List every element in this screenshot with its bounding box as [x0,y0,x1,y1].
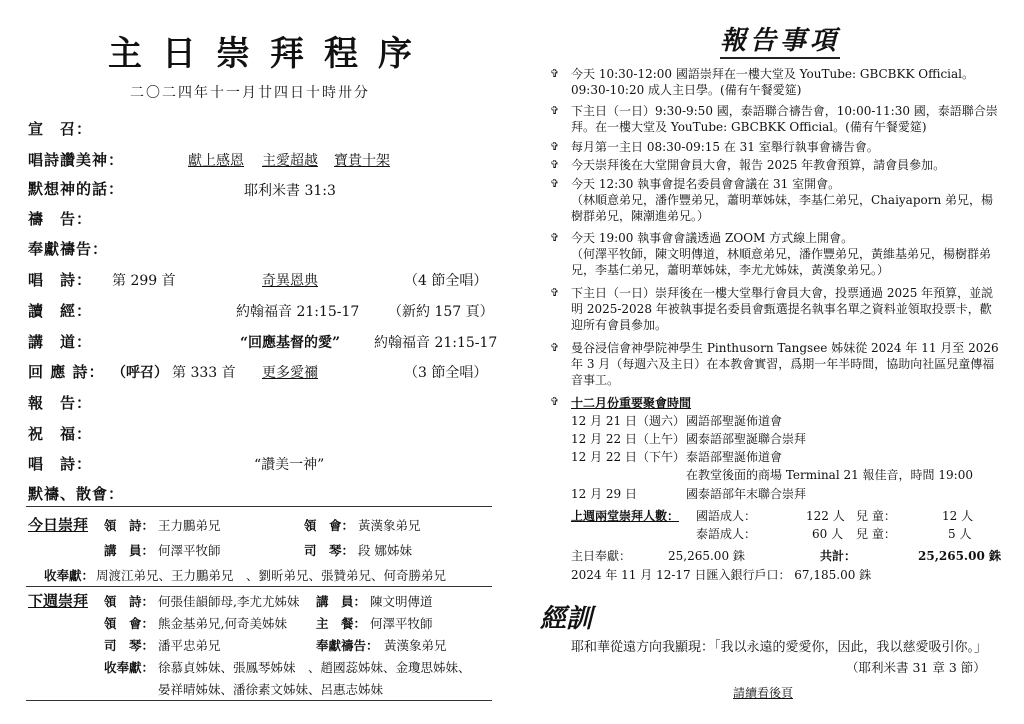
next-collect-label: 收奉獻： [104,660,155,675]
announcement-item: 今天 10:30-12:00 國語崇拜在一樓大堂及 YouTube: GBCBKK Official。 09:30-10:20 成人主日學。(備有午餐愛筵) [571,67,974,97]
reading-ref: 約翰福音 21:15-17 [236,304,360,320]
attendance-adult-2-count: 60 人 [812,527,844,541]
hymns-label: 唱詩讚美神： [28,151,125,169]
hymn2-label: 唱 詩： [28,455,93,473]
announcement-item: 今天 19:00 執事會會議透過 ZOOM 方式線上開會。 （何澤平牧師，陳文明傳道，林順意弟兄，潘作豐弟兄，黃維基弟兄，楊樹群弟兄，李基仁弟兄，蕭明華姊妹，李尤尤姊妹，黃漢象弟兄。） [571,231,992,277]
dec-event-2: 國泰語部聖誕聯合崇拜 [686,432,807,446]
hymn1-title: 奇異恩典 [262,273,318,289]
next-supper-value: 何澤平牧師 [370,616,433,631]
page-title: 主日崇拜程序 [108,34,432,74]
hymn1-note: （4 節全唱） [404,273,488,289]
memory-verse: 耶和華從遠方向我顯現：「我以永遠的愛愛你，因此，我以慈愛吸引你。」 [571,640,988,655]
dec-date-5: 12 月 29 日 [571,487,637,501]
announcement-item: 下主日（一日）崇拜後在一樓大堂舉行會員大會，投票通過 2025 年預算，並説明 2025-2028 年被執事提名委員會甄選提名執事名單之資料並領取投票卡，歡迎所有會員參加。 [571,286,994,332]
offering-total-label: 共計： [820,549,857,563]
offering-total: 25,265.00 銖 [918,549,1001,563]
attendance-adult-1-count: 122 人 [806,509,845,523]
attendance-label: 上週兩堂崇拜人數： [571,509,680,523]
meditation-ref: 耶利米書 31:3 [244,183,336,199]
next-supper-label: 主 餐： [316,616,367,631]
response-label: 回 應 詩： [28,363,105,381]
hymn1-label: 唱 詩： [28,271,93,289]
next-leader-value: 何張佳韻師母,李尤尤姊妹 [158,594,300,609]
cross-icon: ✞ [550,140,560,153]
next-offprayer-label: 奉獻禱告： [316,638,379,653]
announcement-item: 每月第一主日 08:30-09:15 在 31 室舉行執事會禱告會。 [571,140,879,154]
attendance-adult-2-label: 泰語成人： [696,527,757,541]
response-call: （呼召） [112,365,168,381]
next-speaker-label: 講 員： [316,594,367,609]
cross-icon: ✞ [550,341,560,354]
next-collect-value-1: 徐慕貞姊妹、張鳳琴姊妹 、趙國蕊姊妹、金瓊思姊妹、 [158,660,471,675]
call-label: 宣 召： [28,120,93,138]
dec-date-3: 12 月 22 日（下午） [571,450,685,464]
next-label: 下週崇拜 [28,592,89,610]
hymn-song-1: 獻上感恩 [188,153,244,169]
closing-label: 默禱、散會： [28,485,125,503]
attendance-adult-1-label: 國語成人： [696,509,757,523]
offering-amount: 25,265.00 銖 [668,549,745,563]
sermon-label: 講 道： [28,333,93,351]
sermon-ref: 約翰福音 21:15-17 [374,335,498,351]
attendance-child-1-count: 12 人 [942,509,974,523]
response-note: （3 節全唱） [404,365,488,381]
next-chair-value: 熊金基弟兄,何奇美姊妹 [158,616,287,631]
cross-icon: ✞ [550,67,560,80]
sermon-title: “回應基督的愛” [240,335,341,351]
announcement-item: 今天崇拜後在大堂開會員大會，報告 2025 年教會預算，請會員參加。 [571,158,946,172]
offering-prayer-label: 奉獻禱告： [28,240,109,258]
divider-bottom [26,700,492,701]
verse-reference: （耶利米書 31 章 3 節） [846,660,986,675]
reading-note: （新約 157 頁） [388,304,494,320]
dec-event-3: 泰語部聖誕佈道會 [686,450,783,464]
hymn1-num: 第 299 首 [112,273,176,289]
today-collect-value: 周渡江弟兄、王力鵬弟兄 、劉昕弟兄、張贊弟兄、何奇勝弟兄 [96,568,447,583]
today-speaker-value: 何澤平牧師 [158,543,221,558]
today-collect-label: 收奉獻： [44,568,95,583]
cross-icon: ✞ [550,177,560,190]
today-leader-label: 領 詩： [104,518,155,533]
dec-event-5: 國泰語部年末聯合崇拜 [686,487,807,501]
next-piano-value: 潘平忠弟兄 [158,638,221,653]
meditation-label: 默想神的話： [28,180,125,198]
announcement-item: 曼谷浸信會神學院神學生 Pinthusorn Tangsee 姊妹從 2024 年 11 月至 2026 年 3 月（每週六及主日）在本教會實習，爲期一年半時間，協助向社區兒童傳福音事工。 [571,341,999,387]
next-leader-label: 領 詩： [104,594,155,609]
bank-deposit: 2024 年 11 月 12-17 日匯入銀行戶口： 67,185.00 銖 [571,568,872,582]
cross-icon: ✞ [550,395,560,408]
attendance-child-2-label: 兒 童： [856,527,896,541]
dec-event-1: 國語部聖誕佈道會 [686,414,783,428]
offering-label: 主日奉獻： [571,549,632,563]
response-title: 更多愛禰 [262,365,318,381]
response-num: 第 333 首 [172,365,236,381]
dec-date-1: 12 月 21 日（週六） [571,414,685,428]
divider-mid [26,586,492,587]
december-title: 十二月份重要聚會時間 [571,396,692,410]
today-speaker-label: 講 員： [104,543,155,558]
announcement-item: 下主日（一日）9:30-9:50 國，泰語聯合禱告會，10:00-11:30 國，泰語聯合崇拜。在一樓大堂及 YouTube: GBCBKK Official。(備有午餐愛筵) [571,104,998,134]
today-chair-value: 黃漢象弟兄 [358,518,421,533]
next-offprayer-value: 黃漢象弟兄 [384,638,447,653]
today-chair-label: 領 會： [304,518,355,533]
hymn2-title: “讚美一神” [254,457,325,473]
prayer-label: 禱 告： [28,210,93,228]
dec-date-2: 12 月 22 日（上午） [571,432,685,446]
cross-icon: ✞ [550,231,560,244]
attendance-child-1-label: 兒 童： [856,509,896,523]
today-label: 今日崇拜 [28,516,89,534]
divider-top [26,506,492,507]
hymn-song-3: 寶貴十架 [334,153,390,169]
cross-icon: ✞ [550,158,560,171]
cross-icon: ✞ [550,286,560,299]
announce-label: 報 告： [28,394,93,412]
today-piano-label: 司 琴： [304,543,355,558]
dec-event-4: 在教堂後面的商場 Terminal 21 報佳音，時間 19:00 [686,468,973,482]
continue-next-page: 請續看後頁 [733,686,794,700]
attendance-child-2-count: 5 人 [948,527,972,541]
cross-icon: ✞ [550,104,560,117]
next-collect-value-2: 晏祥晴姊妹、潘徐素文姊妹、呂惠志姊妹 [158,682,384,697]
today-piano-value: 段 娜姊妹 [358,543,412,558]
announcements-header: 報告事項 [720,20,840,59]
announcement-item: 今天 12:30 執事會提名委員會會議在 31 室開會。 （林順意弟兄，潘作豐弟兄，蕭明華姊妹，李基仁弟兄，Chaiyaporn 弟兄，楊樹群弟兄，陳潮進弟兄。） [571,177,994,223]
today-leader-value: 王力鵬弟兄 [158,518,221,533]
blessing-label: 祝 福： [28,425,93,443]
next-piano-label: 司 琴： [104,638,155,653]
hymn-song-2: 主愛超越 [262,153,318,169]
next-speaker-value: 陳文明傳道 [370,594,433,609]
next-chair-label: 領 會： [104,616,155,631]
service-date: 二〇二四年十一月廿四日十時卅分 [130,85,370,101]
reading-label: 讀 經： [28,302,93,320]
verse-header: 經訓 [540,604,593,634]
